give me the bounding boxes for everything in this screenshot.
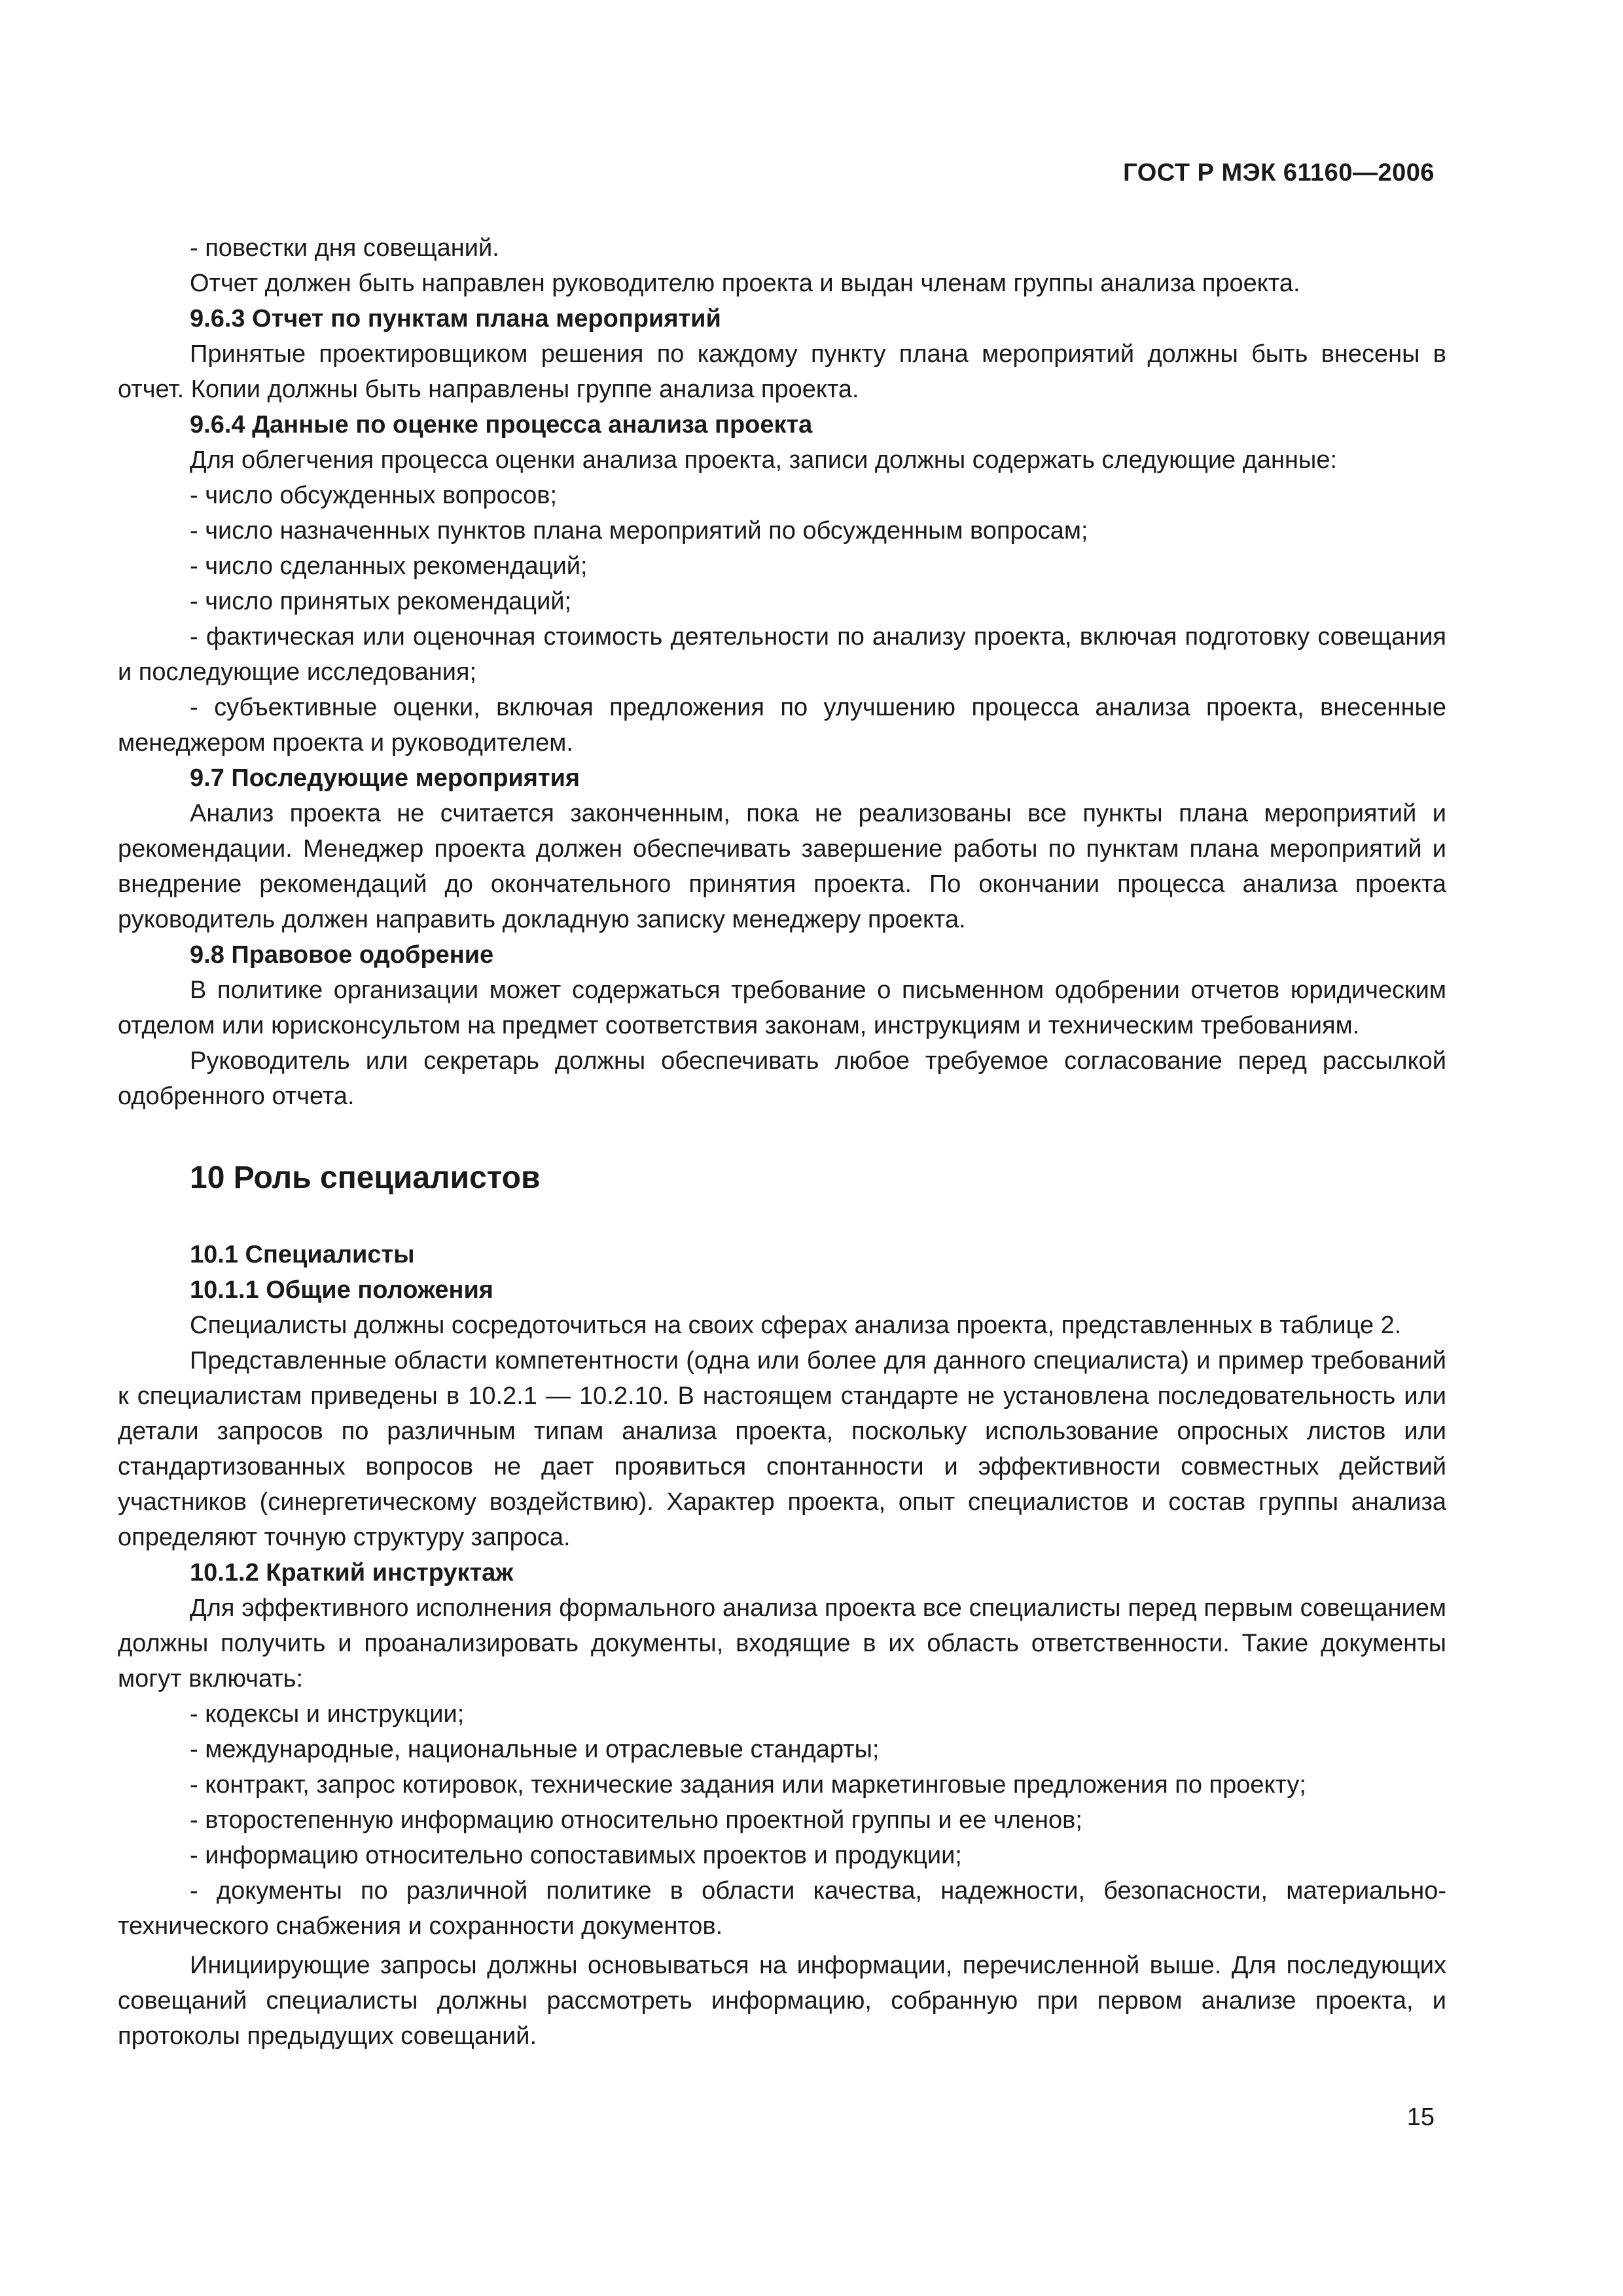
list-item: - международные, национальные и отраслевые стандарты;	[190, 1736, 880, 1763]
section-heading-10: 10 Роль специалистов	[190, 1160, 541, 1195]
paragraph: Для облегчения процесса оценки анализа проекта, записи должны содержать следующие данные:	[190, 446, 1338, 474]
heading-9-8: 9.8 Правовое одобрение	[190, 941, 494, 969]
paragraph: Инициирующие запросы должны основываться на информации, перечисленной выше. Для последующих совещаний специалисты должны рассмотреть информацию, собранную при первом анализе проекта, и протоколы предыдущих совещаний.	[118, 1952, 1446, 2050]
list-item: - число назначенных пунктов плана мероприятий по обсужденным вопросам;	[190, 517, 1088, 545]
paragraph: Специалисты должны сосредоточиться на своих сферах анализа проекта, представленных в таблице 2.	[190, 1312, 1402, 1339]
list-item: - документы по различной политике в области качества, надежности, безопасности, материально-технического снабжения и сохранности документов.	[118, 1877, 1446, 1940]
list-item: - фактическая или оценочная стоимость деятельности по анализу проекта, включая подготовку совещания и последующие исследования;	[118, 623, 1446, 686]
paragraph: Представленные области компетентности (одна или более для данного специалиста) и пример требований к специалистам приведены в 10.2.1 — 10.2.10. В настоящем стандарте не установлена последовательность или детали запросов по различным типам анализа проекта, поскольку использование опросных листов или стандартизованных вопросов не дает проявиться спонтанности и эффективности совместных действий участников (синергетическому воздействию). Характер проекта, опыт специалистов и состав группы анализа определяют точную структуру запроса.	[118, 1347, 1446, 1551]
paragraph: В политике организации может содержаться требование о письменном одобрении отчетов юридическим отделом или юрисконсультом на предмет соответствия законам, инструкциям и техническим требованиям.	[118, 977, 1446, 1039]
heading-9-7: 9.7 Последующие мероприятия	[190, 764, 580, 792]
document-code: ГОСТ Р МЭК 61160—2006	[1123, 159, 1435, 187]
heading-10-1: 10.1 Специалисты	[190, 1241, 415, 1268]
list-item: - контракт, запрос котировок, технические задания или маркетинговые предложения по проекту;	[190, 1771, 1306, 1799]
heading-10-1-1: 10.1.1 Общие положения	[190, 1276, 493, 1304]
list-item: - второстепенную информацию относительно проектной группы и ее членов;	[190, 1806, 1082, 1834]
heading-10-1-2: 10.1.2 Краткий инструктаж	[190, 1559, 514, 1587]
paragraph: Руководитель или секретарь должны обеспечивать любое требуемое согласование перед рассылкой одобренного отчета.	[118, 1047, 1446, 1110]
page-number: 15	[1406, 2104, 1435, 2131]
paragraph: Отчет должен быть направлен руководителю проекта и выдан членам группы анализа проекта.	[190, 270, 1300, 297]
list-item: - кодексы и инструкции;	[190, 1700, 465, 1728]
heading-9-6-3: 9.6.3 Отчет по пунктам плана мероприятий	[190, 305, 721, 332]
paragraph: Для эффективного исполнения формального анализа проекта все специалисты перед первым совещанием должны получить и проанализировать документы, входящие в их область ответственности. Такие документы могут включать:	[118, 1594, 1446, 1693]
list-item: - число сделанных рекомендаций;	[190, 552, 588, 580]
list-item: - субъективные оценки, включая предложения по улучшению процесса анализа проекта, внесенные менеджером проекта и руководителем.	[118, 694, 1446, 757]
list-item: - информацию относительно сопоставимых проектов и продукции;	[190, 1842, 962, 1869]
document-body	[118, 230, 1446, 2054]
paragraph: Анализ проекта не считается законченным, пока не реализованы все пункты плана мероприятий и рекомендации. Менеджер проекта должен обеспечивать завершение работы по пунктам плана мероприятий и внедрение рекомендаций до окончательного принятия проекта. По окончании процесса анализа проекта руководитель должен направить докладную записку менеджеру проекта.	[118, 800, 1446, 933]
paragraph: - повестки дня совещаний.	[190, 234, 499, 262]
heading-9-6-4: 9.6.4 Данные по оценке процесса анализа проекта	[190, 411, 813, 439]
list-item: - число принятых рекомендаций;	[190, 588, 572, 615]
paragraph: Принятые проектировщиком решения по каждому пункту плана мероприятий должны быть внесены в отчет. Копии должны быть направлены группе анализа проекта.	[118, 340, 1446, 403]
list-item: - число обсужденных вопросов;	[190, 482, 558, 509]
